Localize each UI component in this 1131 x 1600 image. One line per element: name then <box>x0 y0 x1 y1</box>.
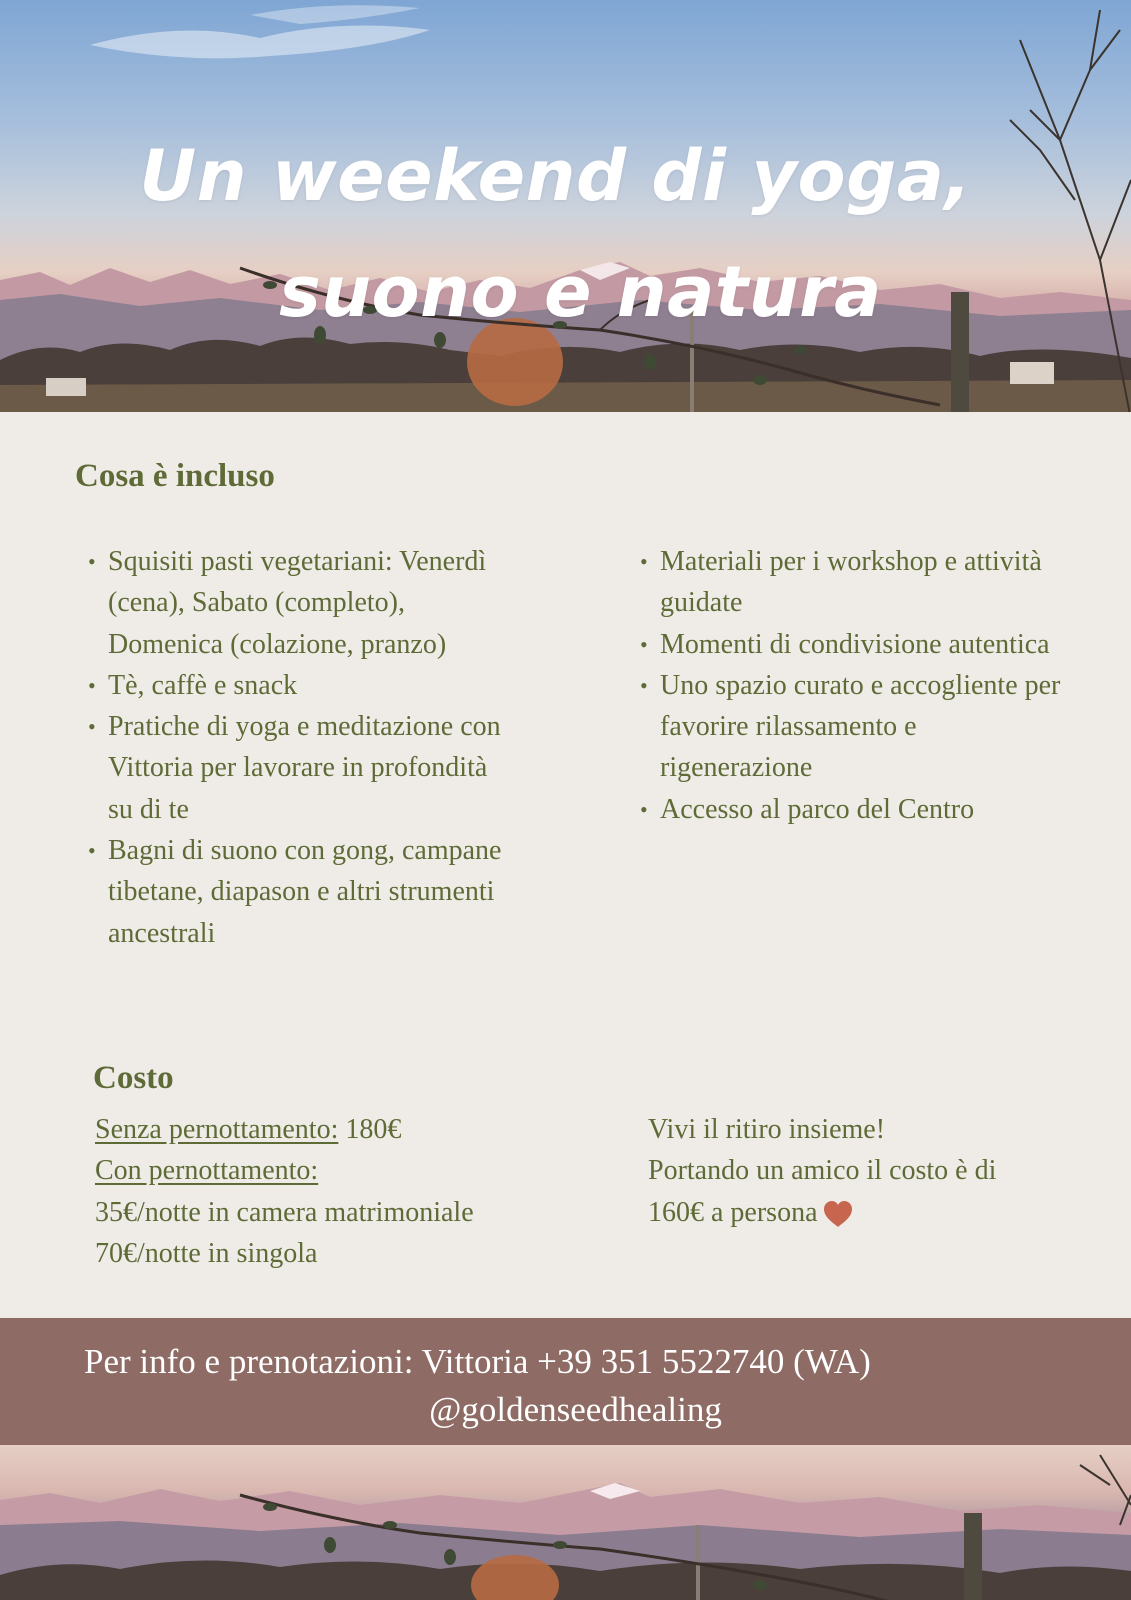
list-item-text: Uno spazio curato e accogliente per favorire rilassamento e rigenerazione <box>660 669 1061 784</box>
contact-info: Per info e prenotazioni: Vittoria +39 351 5522740 (WA) <box>84 1342 871 1381</box>
bullet-icon: • <box>640 796 648 822</box>
promo-line-1: Vivi il ritiro insieme! <box>648 1114 886 1145</box>
list-item-text: Bagni di suono con gong, campane tibetane, diapason e altri strumenti ancestrali <box>108 835 502 949</box>
bullet-icon: • <box>640 672 648 698</box>
hero-photo <box>0 0 1131 412</box>
heart-icon <box>822 1200 854 1228</box>
bullet-icon: • <box>88 838 96 864</box>
list-item-text: Materiali per i workshop e attività guidate <box>660 546 1042 619</box>
list-item-text: Squisiti pasti vegetariani: Venerdì (cena), Sabato (completo), Domenica (colazione, pranzo) <box>108 546 487 660</box>
included-list-right <box>640 541 1070 830</box>
single-room-price: 70€/notte in singola <box>95 1237 318 1269</box>
list-item <box>88 541 518 665</box>
instagram-handle: @goldenseedhealing <box>429 1390 722 1429</box>
list-item-text: Momenti di condivisione autentica <box>660 628 1050 660</box>
bullet-icon: • <box>88 714 96 740</box>
cost-heading: Costo <box>93 1060 174 1096</box>
promo-line-3: 160€ a persona <box>648 1196 818 1228</box>
promo-line-3-row <box>648 1192 1088 1233</box>
cost-details <box>95 1109 565 1274</box>
title-line-1: Un weekend di yoga, <box>139 135 972 217</box>
no-stay-row <box>95 1109 565 1150</box>
title-line-2: suono e natura <box>279 251 882 333</box>
bullet-icon: • <box>640 631 648 657</box>
list-item-text: Accesso al parco del Centro <box>660 793 975 825</box>
list-item <box>88 706 518 830</box>
content-section <box>0 412 1131 1318</box>
double-room-price: 35€/notte in camera matrimoniale <box>95 1196 474 1228</box>
included-list-left <box>88 541 518 954</box>
no-stay-label: Senza pernottamento: <box>95 1114 339 1145</box>
list-item <box>640 665 1070 789</box>
contact-banner <box>0 1318 1131 1445</box>
bullet-icon: • <box>88 549 96 574</box>
list-item-text: Tè, caffè e snack <box>108 669 298 701</box>
bullet-icon: • <box>640 549 648 574</box>
list-item <box>640 789 1070 830</box>
bullet-icon: • <box>88 672 96 698</box>
included-heading: Cosa è incluso <box>75 458 275 494</box>
list-item <box>640 541 1070 624</box>
footer-photo <box>0 1445 1131 1600</box>
list-item-text: Pratiche di yoga e meditazione con Vittoria per lavorare in profondità su di te <box>108 711 501 825</box>
promo-line-2: Portando un amico il costo è di <box>648 1155 997 1187</box>
list-item <box>88 830 518 954</box>
stay-label: Con pernottamento: <box>95 1155 319 1187</box>
landscape-illustration <box>0 1445 1131 1600</box>
no-stay-price: 180€ <box>338 1114 402 1145</box>
page-title <box>0 118 1131 350</box>
stay-row <box>95 1150 565 1191</box>
list-item <box>88 665 518 706</box>
list-item <box>640 624 1070 665</box>
promo-block <box>648 1109 1088 1233</box>
